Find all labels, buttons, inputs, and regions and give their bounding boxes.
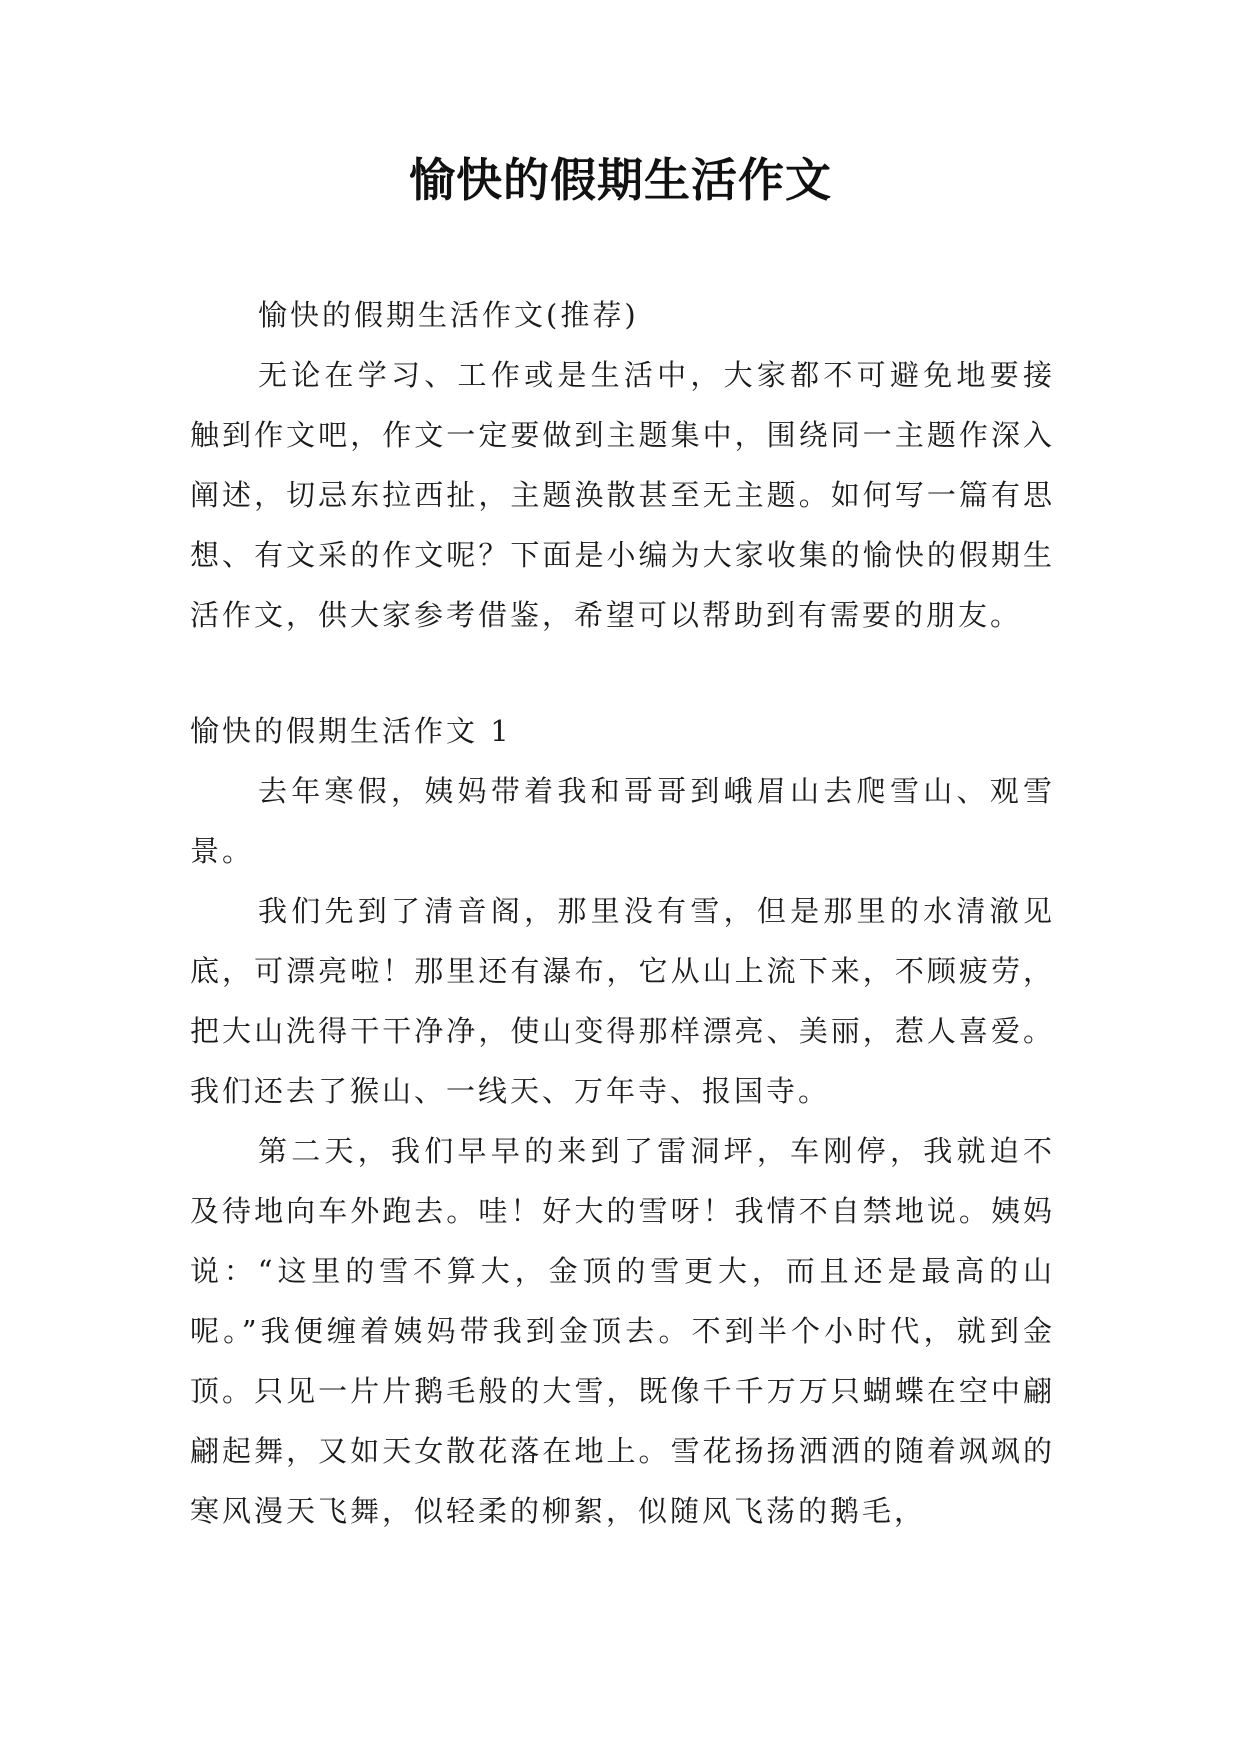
paragraph-3: 第二天，我们早早的来到了雷洞坪，车刚停，我就迫不及待地向车外跑去。哇！好大的雪呀！我情不自禁地说。姨妈说：“这里的雪不算大，金顶的雪更大，而且还是最高的山呢。”我便缠着姨妈带我到金顶去。不到半个小时代，就到金顶。只见一片片鹅毛般的大雪，既像千千万万只蝴蝶在空中翩翩起舞，又如天女散花落在地上。雪花扬扬洒洒的随着飒飒的寒风漫天飞舞，似轻柔的柳絮，似随风飞荡的鹅毛，	[190, 1134, 1055, 1528]
intro-paragraph: 无论在学习、工作或是生活中，大家都不可避免地要接触到作文吧，作文一定要做到主题集中，围绕同一主题作深入阐述，切忌东拉西扯，主题涣散甚至无主题。如何写一篇有思想、有文采的作文呢？下面是小编为大家收集的愉快的假期生活作文，供大家参考借鉴，希望可以帮助到有需要的朋友。	[190, 358, 1055, 632]
section-gap	[190, 645, 1055, 701]
document-title: 愉快的假期生活作文	[409, 153, 832, 207]
subtitle-line: 愉快的假期生活作文(推荐)	[258, 298, 639, 332]
paragraph-2: 我们先到了清音阁，那里没有雪，但是那里的水清澈见底，可漂亮啦！那里还有瀑布，它从山上流下来，不顾疲劳，把大山洗得干干净净，使山变得那样漂亮、美丽，惹人喜爱。我们还去了猴山、一线天、万年寺、报国寺。	[190, 894, 1055, 1108]
document-body	[190, 285, 1055, 1541]
paragraph-1: 去年寒假，姨妈带着我和哥哥到峨眉山去爬雪山、观雪景。	[190, 774, 1055, 868]
section-heading: 愉快的假期生活作文 1	[190, 714, 512, 748]
